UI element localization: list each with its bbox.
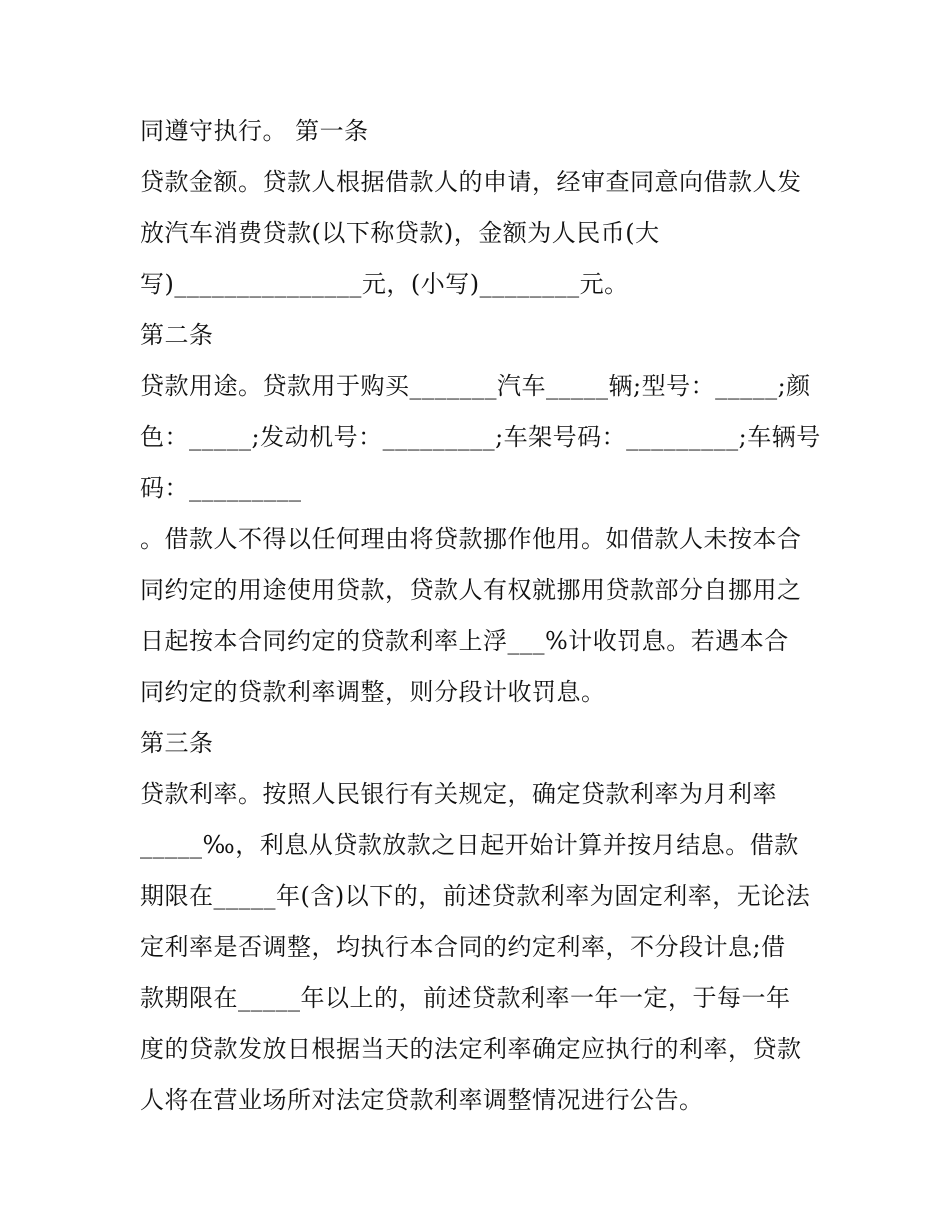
text-line: 日起按本合同约定的贷款利率上浮___%计收罚息。若遇本合	[140, 627, 789, 655]
text-line: 码：_________	[140, 474, 302, 502]
document-body	[140, 106, 830, 1126]
text-line: 度的贷款发放日根据当天的法定利率确定应执行的利率，贷款	[140, 1035, 802, 1063]
text-line: 色：_____;发动机号：_________;车架号码：_________;车辆号	[140, 423, 821, 451]
text-line: 同约定的用途使用贷款，贷款人有权就挪用贷款部分自挪用之	[140, 576, 802, 604]
text-line: 贷款用途。贷款用于购买_______汽车_____辆;型号：_____;颜	[140, 372, 811, 400]
text-line: 同遵守执行。 第一条	[140, 117, 369, 145]
text-line: 。借款人不得以任何理由将贷款挪作他用。如借款人未按本合	[140, 525, 802, 553]
text-line: 款期限在_____年以上的，前述贷款利率一年一定，于每一年	[140, 984, 791, 1012]
text-line: _____‰，利息从贷款放款之日起开始计算并按月结息。借款	[140, 831, 799, 859]
text-line: 定利率是否调整，均执行本合同的约定利率，不分段计息;借	[140, 933, 786, 961]
text-line: 贷款金额。贷款人根据借款人的申请，经审查同意向借款人发	[140, 168, 802, 196]
section-heading: 第二条	[140, 321, 214, 349]
text-line: 期限在_____年(含)以下的，前述贷款利率为固定利率，无论法	[140, 882, 811, 910]
text-line: 人将在营业场所对法定贷款利率调整情况进行公告。	[140, 1086, 704, 1114]
text-line: 放汽车消费贷款(以下称贷款)，金额为人民币(大	[140, 219, 660, 247]
section-heading: 第三条	[140, 729, 214, 757]
text-line: 贷款利率。按照人民银行有关规定，确定贷款利率为月利率	[140, 780, 777, 808]
text-line: 写)_______________元，(小写)________元。	[140, 270, 629, 298]
text-line: 同约定的贷款利率调整，则分段计收罚息。	[140, 678, 606, 706]
